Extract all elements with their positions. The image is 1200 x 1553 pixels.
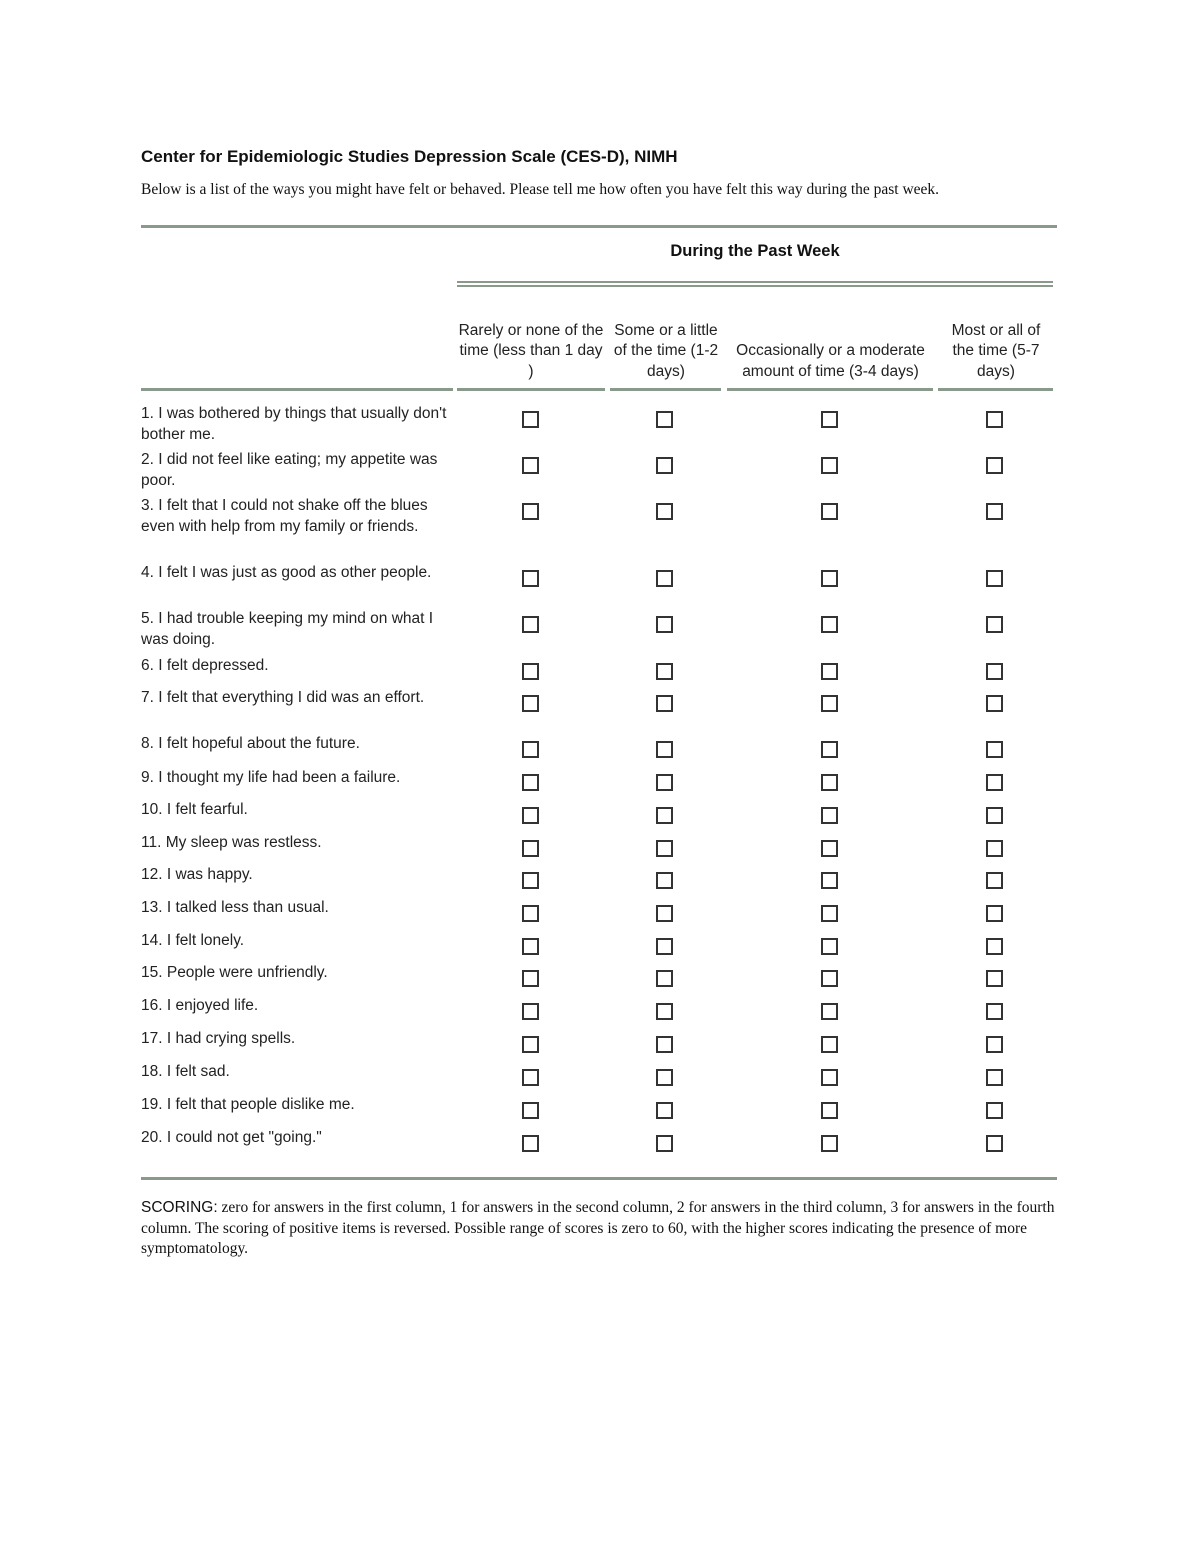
page-title: Center for Epidemiologic Studies Depression Scale (CES-D), NIMH	[141, 147, 678, 166]
checkbox-occasionally[interactable]	[821, 616, 838, 633]
group-header-divider	[457, 281, 1053, 287]
header-divider-col2	[610, 388, 721, 391]
checkbox-some[interactable]	[656, 1069, 673, 1086]
checkbox-rarely[interactable]	[522, 905, 539, 922]
checkbox-occasionally[interactable]	[821, 1135, 838, 1152]
checkbox-occasionally[interactable]	[821, 1069, 838, 1086]
checkbox-some[interactable]	[656, 663, 673, 680]
checkbox-most[interactable]	[986, 1135, 1003, 1152]
checkbox-most[interactable]	[986, 807, 1003, 824]
scoring-label: SCORING:	[141, 1199, 218, 1216]
top-divider	[141, 225, 1057, 228]
checkbox-rarely[interactable]	[522, 1036, 539, 1053]
checkbox-most[interactable]	[986, 570, 1003, 587]
checkbox-some[interactable]	[656, 840, 673, 857]
checkbox-occasionally[interactable]	[821, 663, 838, 680]
checkbox-occasionally[interactable]	[821, 872, 838, 889]
checkbox-rarely[interactable]	[522, 938, 539, 955]
scoring-note	[141, 1198, 1056, 1260]
checkbox-some[interactable]	[656, 503, 673, 520]
checkbox-most[interactable]	[986, 1003, 1003, 1020]
question-text: 14. I felt lonely.	[141, 932, 245, 949]
checkbox-occasionally[interactable]	[821, 840, 838, 857]
question-text: 20. I could not get "going."	[141, 1129, 322, 1146]
question-text: 6. I felt depressed.	[141, 657, 269, 674]
checkbox-rarely[interactable]	[522, 840, 539, 857]
question-text: 16. I enjoyed life.	[141, 997, 259, 1014]
question-text: 17. I had crying spells.	[141, 1030, 296, 1047]
checkbox-most[interactable]	[986, 970, 1003, 987]
checkbox-some[interactable]	[656, 411, 673, 428]
column-header-occasionally: Occasionally or a moderate amount of time (3-4 days)	[736, 342, 925, 380]
checkbox-some[interactable]	[656, 1135, 673, 1152]
question-text: 5. I had trouble keeping my mind on what I was doing.	[141, 610, 434, 648]
scoring-text: zero for answers in the first column, 1 for answers in the second column, 2 for answers in the third column, 3 for answers in the fourth column. The scoring of positive items is reversed. Possible range of scores is zero to 60, with the higher scores indicating the presence of more symptomatology.	[141, 1199, 1055, 1257]
checkbox-some[interactable]	[656, 905, 673, 922]
checkbox-most[interactable]	[986, 1102, 1003, 1119]
checkbox-most[interactable]	[986, 840, 1003, 857]
checkbox-rarely[interactable]	[522, 457, 539, 474]
checkbox-occasionally[interactable]	[821, 503, 838, 520]
question-text: 10. I felt fearful.	[141, 801, 248, 818]
question-text: 7. I felt that everything I did was an effort.	[141, 689, 425, 706]
checkbox-most[interactable]	[986, 695, 1003, 712]
checkbox-rarely[interactable]	[522, 1102, 539, 1119]
intro-text: Below is a list of the ways you might have felt or behaved. Please tell me how often you have felt this way during the past week.	[141, 181, 940, 198]
checkbox-some[interactable]	[656, 457, 673, 474]
checkbox-some[interactable]	[656, 1003, 673, 1020]
checkbox-occasionally[interactable]	[821, 695, 838, 712]
checkbox-some[interactable]	[656, 741, 673, 758]
question-text: 1. I was bothered by things that usually don't bother me.	[141, 405, 447, 443]
question-text: 8. I felt hopeful about the future.	[141, 735, 360, 752]
checkbox-some[interactable]	[656, 807, 673, 824]
checkbox-some[interactable]	[656, 695, 673, 712]
header-divider-col1	[457, 388, 605, 391]
checkbox-rarely[interactable]	[522, 695, 539, 712]
checkbox-occasionally[interactable]	[821, 741, 838, 758]
checkbox-most[interactable]	[986, 457, 1003, 474]
checkbox-rarely[interactable]	[522, 1069, 539, 1086]
checkbox-some[interactable]	[656, 1102, 673, 1119]
checkbox-most[interactable]	[986, 741, 1003, 758]
question-text: 9. I thought my life had been a failure.	[141, 769, 401, 786]
checkbox-occasionally[interactable]	[821, 970, 838, 987]
question-text: 13. I talked less than usual.	[141, 899, 329, 916]
checkbox-most[interactable]	[986, 905, 1003, 922]
checkbox-occasionally[interactable]	[821, 457, 838, 474]
checkbox-most[interactable]	[986, 938, 1003, 955]
checkbox-occasionally[interactable]	[821, 807, 838, 824]
checkbox-occasionally[interactable]	[821, 774, 838, 791]
checkbox-rarely[interactable]	[522, 872, 539, 889]
checkbox-some[interactable]	[656, 938, 673, 955]
checkbox-some[interactable]	[656, 774, 673, 791]
checkbox-occasionally[interactable]	[821, 570, 838, 587]
header-divider-questions	[141, 388, 453, 391]
column-header-rarely: Rarely or none of the time (less than 1 day )	[458, 321, 604, 380]
checkbox-rarely[interactable]	[522, 411, 539, 428]
question-text: 2. I did not feel like eating; my appetite was poor.	[141, 451, 438, 489]
checkbox-some[interactable]	[656, 570, 673, 587]
checkbox-some[interactable]	[656, 616, 673, 633]
question-text: 3. I felt that I could not shake off the blues even with help from my family or friends.	[141, 497, 428, 535]
checkbox-most[interactable]	[986, 663, 1003, 680]
column-header-most: Most or all of the time (5-7 days)	[951, 321, 1041, 380]
question-text: 19. I felt that people dislike me.	[141, 1096, 355, 1113]
checkbox-most[interactable]	[986, 774, 1003, 791]
checkbox-some[interactable]	[656, 970, 673, 987]
checkbox-rarely[interactable]	[522, 741, 539, 758]
header-divider-col4	[938, 388, 1053, 391]
header-divider-col3	[727, 388, 933, 391]
column-header-some: Some or a little of the time (1-2 days)	[613, 321, 719, 380]
question-text: 18. I felt sad.	[141, 1063, 230, 1080]
question-text: 4. I felt I was just as good as other people.	[141, 564, 432, 581]
checkbox-rarely[interactable]	[522, 1003, 539, 1020]
checkbox-occasionally[interactable]	[821, 411, 838, 428]
checkbox-most[interactable]	[986, 503, 1003, 520]
question-text: 12. I was happy.	[141, 866, 253, 883]
checkbox-occasionally[interactable]	[821, 938, 838, 955]
checkbox-rarely[interactable]	[522, 1135, 539, 1152]
checkbox-rarely[interactable]	[522, 616, 539, 633]
checkbox-occasionally[interactable]	[821, 1003, 838, 1020]
checkbox-most[interactable]	[986, 616, 1003, 633]
checkbox-most[interactable]	[986, 1069, 1003, 1086]
question-text: 15. People were unfriendly.	[141, 964, 328, 981]
checkbox-occasionally[interactable]	[821, 905, 838, 922]
checkbox-rarely[interactable]	[522, 970, 539, 987]
checkbox-most[interactable]	[986, 411, 1003, 428]
checkbox-rarely[interactable]	[522, 807, 539, 824]
question-text: 11. My sleep was restless.	[141, 834, 322, 851]
checkbox-rarely[interactable]	[522, 774, 539, 791]
bottom-divider	[141, 1177, 1057, 1180]
checkbox-most[interactable]	[986, 872, 1003, 889]
checkbox-rarely[interactable]	[522, 503, 539, 520]
checkbox-occasionally[interactable]	[821, 1102, 838, 1119]
checkbox-occasionally[interactable]	[821, 1036, 838, 1053]
checkbox-rarely[interactable]	[522, 663, 539, 680]
checkbox-rarely[interactable]	[522, 570, 539, 587]
group-header: During the Past Week	[670, 242, 840, 260]
checkbox-some[interactable]	[656, 872, 673, 889]
checkbox-most[interactable]	[986, 1036, 1003, 1053]
checkbox-some[interactable]	[656, 1036, 673, 1053]
